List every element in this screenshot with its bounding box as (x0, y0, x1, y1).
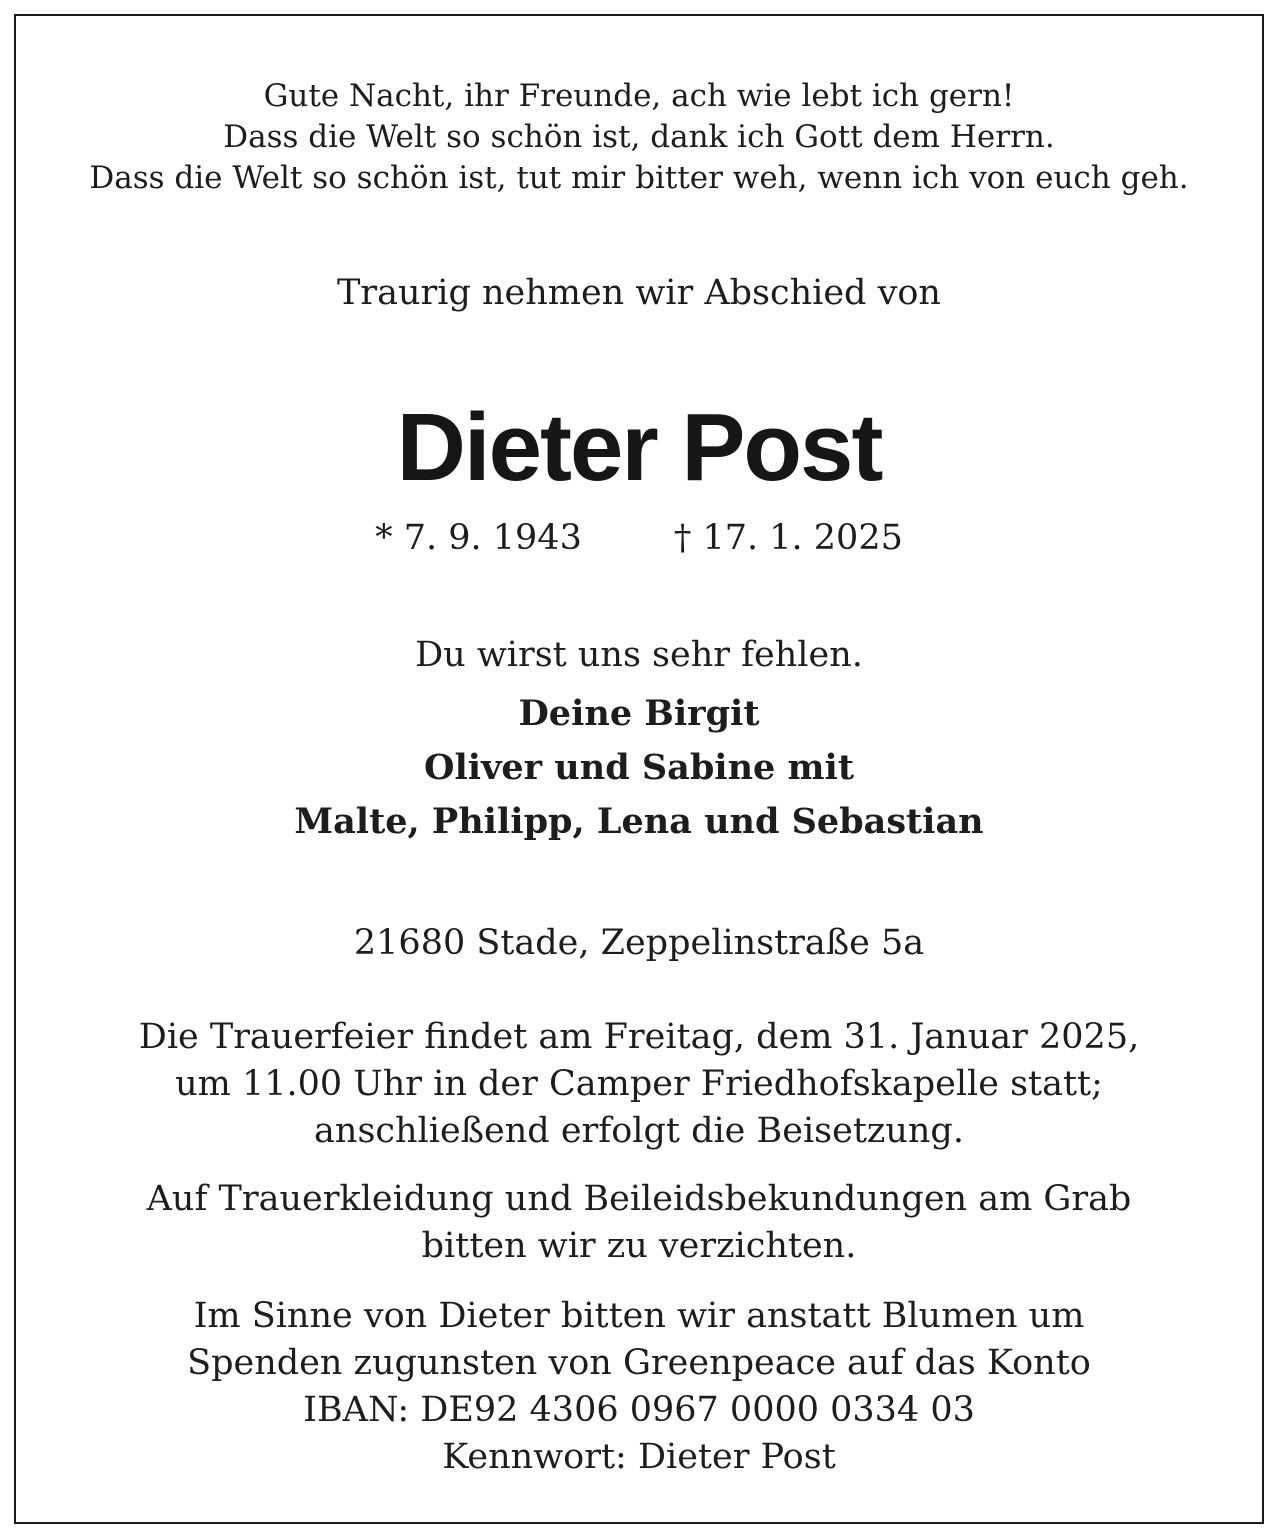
ceremony-line: anschließend erfolgt die Beisetzung. (314, 1111, 964, 1151)
family-signatures (16, 687, 1262, 849)
mourning-requests (16, 1176, 1262, 1270)
request-line: Auf Trauerkleidung und Beileidsbekundungen am Grab (146, 1179, 1132, 1219)
donation-iban: IBAN: DE92 4306 0967 0000 0334 03 (303, 1390, 975, 1430)
address: 21680 Stade, Zeppelinstraße 5a (353, 923, 925, 963)
family-line: Oliver und Sabine mit (424, 747, 854, 788)
death-date: † 17. 1. 2025 (673, 518, 903, 558)
ceremony-line: um 11.00 Uhr in der Camper Friedhofskapelle statt; (175, 1064, 1103, 1104)
family-line: Deine Birgit (518, 693, 760, 734)
ceremony-info (16, 1014, 1262, 1155)
poem-line: Gute Nacht, ihr Freunde, ach wie lebt ich gern! (263, 78, 1015, 114)
poem-line: Dass die Welt so schön ist, tut mir bitter weh, wenn ich von euch geh. (89, 160, 1189, 196)
donation-line: Im Sinne von Dieter bitten wir anstatt Blumen um (193, 1296, 1085, 1336)
intro-text: Traurig nehmen wir Abschied von (337, 273, 941, 313)
poem-line: Dass die Welt so schön ist, dank ich Gott dem Herrn. (223, 119, 1055, 155)
birth-date: * 7. 9. 1943 (375, 518, 582, 558)
family-line: Malte, Philipp, Lena und Sebastian (294, 801, 984, 842)
farewell-text: Du wirst uns sehr fehlen. (415, 635, 863, 675)
deceased-name: Dieter Post (396, 394, 882, 501)
donation-keyword: Kennwort: Dieter Post (442, 1437, 836, 1477)
obituary-notice (14, 14, 1264, 1524)
request-line: bitten wir zu verzichten. (421, 1226, 857, 1266)
donation-info (16, 1293, 1262, 1481)
ceremony-line: Die Trauerfeier findet am Freitag, dem 31. Januar 2025, (138, 1017, 1140, 1057)
life-dates (16, 516, 1262, 560)
poem (16, 76, 1262, 199)
donation-line: Spenden zugunsten von Greenpeace auf das Konto (187, 1343, 1091, 1383)
